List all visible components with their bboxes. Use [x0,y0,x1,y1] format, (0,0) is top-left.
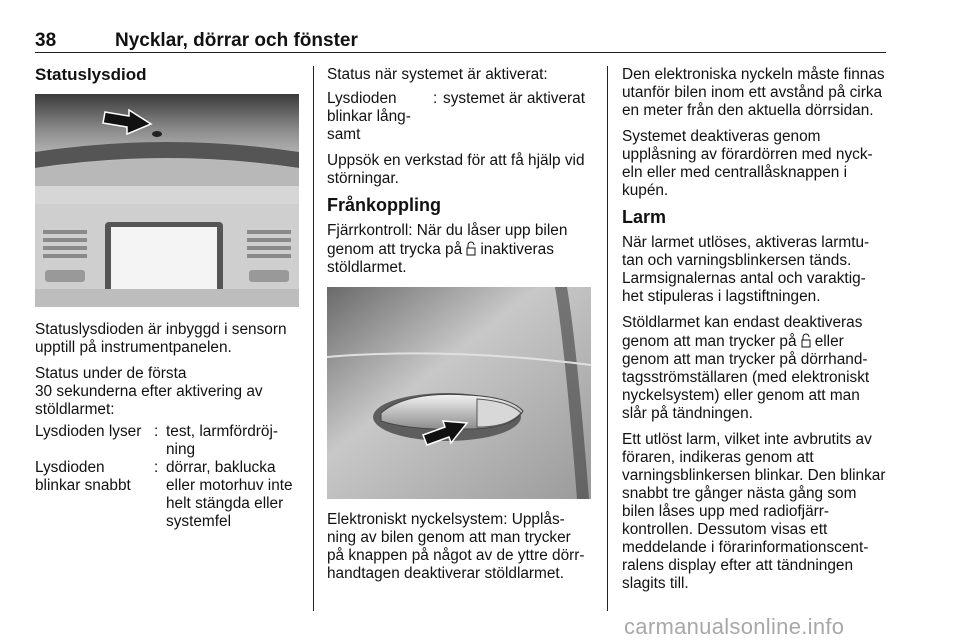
door-handle-figure [327,287,591,499]
key-distance-paragraph: Den elektroniska nyckeln måste finnas utanför bilen inom ett avstånd på cirka en meter från den aktuella dörrsidan. [622,66,885,119]
chapter-title: Nycklar, dörrar och fönster [115,30,358,51]
status-intro [35,365,299,419]
alarm-deactivate-paragraph [622,314,886,423]
status-separator: : [154,459,159,476]
status-value: test, larmfördröj- ning [166,423,279,458]
alarm-deactivate-text-b: eller genom att man trycker på dörrhand- tagsströmställaren (med elektroniskt nyckelsystem) eller genom att man slår på tändningen. [622,333,870,422]
remote-text-b: inaktiveras stöldlarmet. [327,241,554,276]
section-heading-larm: Larm [622,207,667,227]
status-row [35,423,299,459]
status-separator: : [154,423,159,440]
alarm-trigger-paragraph: När larmet utlöses, aktiveras larmtu- tan och varningsblinkersen tänds. Larmsignalernas antal och varaktig- het stipuleras i lagstiftningen. [622,234,870,305]
triggered-alarm-paragraph: Ett utlöst larm, vilket inte avbrutits av föraren, indikeras genom att varningsblinkersen blinkar. Den blinkar snabbt tre gånger nästa gång som bilen låses upp med radiofjärr- kontrollen. Dessutom visas ett meddelande i förarinformationscent- ralens display efter att tändningen slagits till. [622,431,886,592]
status-value: systemet är aktiverat [443,90,585,107]
keyless-caption: Elektroniskt nyckelsystem: Upplås- ning av bilen genom att man trycker på knappen på något av de yttre dörr- handtagen deaktiverar stöldlarmet. [327,511,585,582]
remote-text-a: Fjärrkontroll: När du låser upp bilen genom att trycka på [327,222,568,258]
column-2 [327,66,591,591]
status-intro-line1: Status under de första [35,365,187,382]
column-divider-2 [607,66,608,611]
status-intro-line2: 30 sekunderna efter aktivering av stöldlarmet: [35,383,263,418]
service-note: Uppsök en verkstad för att få hjälp vid störningar. [327,152,585,187]
led-description: Statuslysdioden är inbyggd i sensorn upptill på instrumentpanelen. [35,321,287,356]
status-row [35,459,299,531]
section-heading-statuslysdiod: Statuslysdiod [35,65,147,84]
deactivation-paragraph: Systemet deaktiveras genom upplåsning av förardörren med nyck- eln eller med centrallåsknappen i kupén. [622,128,873,199]
page-header [35,30,886,52]
unlock-icon [466,241,480,257]
status-row [327,90,591,144]
column-divider-1 [313,66,314,611]
section-heading-frankoppling: Frånkoppling [327,195,441,215]
header-rule [35,52,886,53]
status-separator: : [433,90,438,107]
alarm-deactivate-text-a: Stöldlarmet kan endast deaktiveras genom att man trycker på [622,314,863,350]
remote-paragraph [327,222,591,277]
status-activated-intro: Status när systemet är aktiverat: [327,66,548,83]
status-key: Lysdioden blinkar snabbt [35,459,131,494]
column-3 [622,66,886,601]
dashboard-led-figure [35,94,299,307]
column-1 [35,66,299,531]
status-key: Lysdioden blinkar lång- samt [327,90,411,143]
page-number: 38 [35,30,57,51]
status-value: dörrar, baklucka eller motorhuv inte helt stängda eller systemfel [166,459,293,530]
watermark: carmanualsonline.info [624,614,845,639]
unlock-icon [801,333,815,349]
status-key: Lysdioden lyser [35,423,142,440]
